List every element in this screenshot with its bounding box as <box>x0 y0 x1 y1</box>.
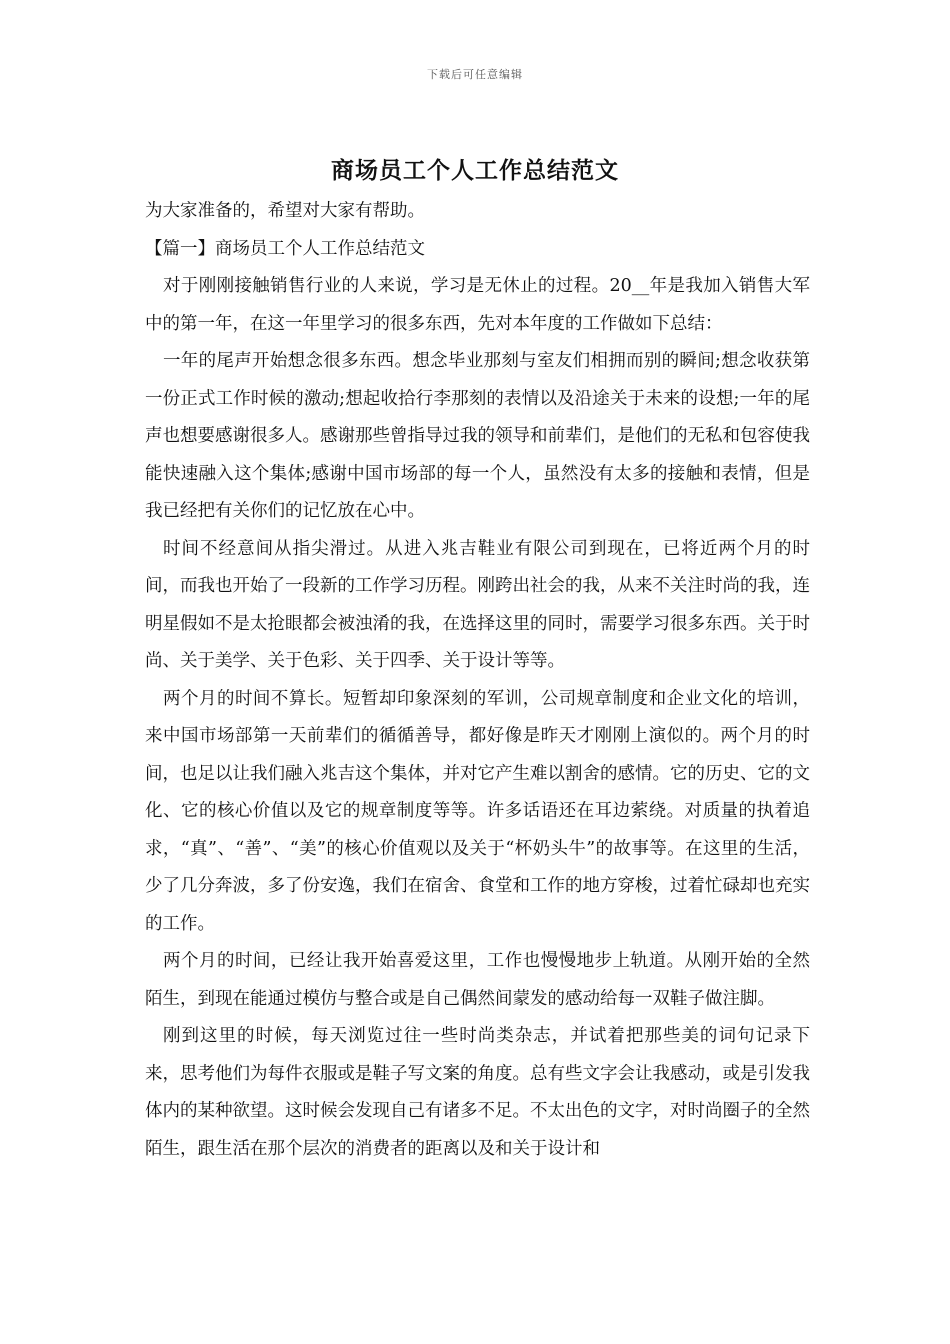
body-paragraph: 刚到这里的时候，每天浏览过往一些时尚类杂志，并试着把那些美的词句记录下来，思考他们为每件衣服或是鞋子写文案的角度。总有些文字会让我感动，或是引发我体内的某种欲望。这时候会发现自己有诸多不足。不太出色的文字，对时尚圈子的全然陌生，跟生活在那个层次的消费者的距离以及和关于设计和 <box>145 1026 810 1159</box>
body-paragraph: 两个月的时间不算长。短暂却印象深刻的军训，公司规章制度和企业文化的培训，来中国市场部第一天前辈们的循循善导，都好像是昨天才刚刚上演似的。两个月的时间，也足以让我们融入兆吉这个集体，并对它产生难以割舍的感情。它的历史、它的文化、它的核心价值以及它的规章制度等等。许多话语还在耳边萦绕。对质量的执着追求，“真”、“善”、“美”的核心价值观以及关于“杯奶头牛”的故事等。在这里的生活，少了几分奔波，多了份安逸，我们在宿舍、食堂和工作的地方穿梭，过着忙碌却也充实的工作。 <box>145 688 810 934</box>
document-body <box>145 193 810 1168</box>
intro-paragraph: 为大家准备的，希望对大家有帮助。 <box>145 201 425 221</box>
document-title: 商场员工个人工作总结范文 <box>331 157 619 184</box>
body-paragraph: 一年的尾声开始想念很多东西。想念毕业那刻与室友们相拥而别的瞬间;想念收获第一份正式工作时候的激动;想起收拾行李那刻的表情以及沿途关于未来的设想;一年的尾声也想要感谢很多人。感谢那些曾指导过我的领导和前辈们，是他们的无私和包容使我能快速融入这个集体;感谢中国市场部的每一个人，虽然没有太多的接触和表情，但是我已经把有关你们的记忆放在心中。 <box>145 351 810 521</box>
body-paragraph: 对于刚刚接触销售行业的人来说，学习是无休止的过程。20__年是我加入销售大军中的第一年，在这一年里学习的很多东西，先对本年度的工作做如下总结： <box>145 276 810 334</box>
body-paragraph: 两个月的时间，已经让我开始喜爱这里，工作也慢慢地步上轨道。从刚开始的全然陌生，到现在能通过模仿与整合或是自己偶然间蒙发的感动给每一双鞋子做注脚。 <box>145 951 810 1009</box>
header-note: 下载后可任意编辑 <box>427 68 523 81</box>
section-heading: 【篇一】商场员工个人工作总结范文 <box>145 238 425 259</box>
body-paragraph: 时间不经意间从指尖滑过。从进入兆吉鞋业有限公司到现在，已将近两个月的时间，而我也开始了一段新的工作学习历程。刚跨出社会的我，从来不关注时尚的我，连明星假如不是太抢眼都会被浊淆的我，在选择这里的同时，需要学习很多东西。关于时尚、关于美学、关于色彩、关于四季、关于设计等等。 <box>145 538 810 671</box>
